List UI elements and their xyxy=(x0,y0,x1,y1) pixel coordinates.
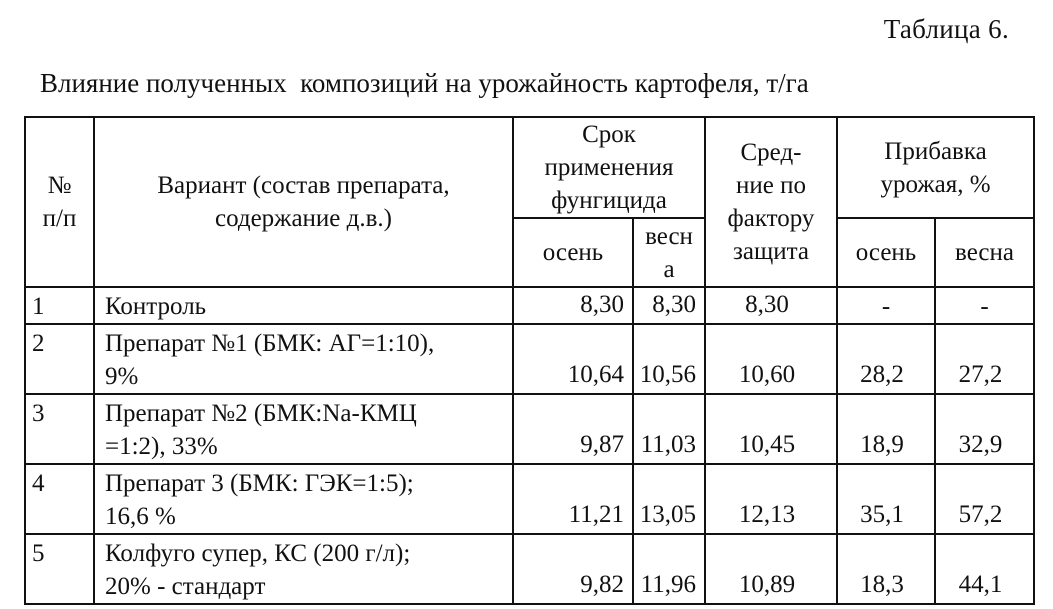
row-spring: 8,30 xyxy=(633,287,705,324)
header-avg: Сред- ние по фактору защита xyxy=(705,117,837,287)
row-variant: Колфуго супер, КС (200 г/л); 20% - стандарт xyxy=(94,534,513,604)
row-gain-autumn: - xyxy=(837,287,935,324)
row-avg: 10,60 xyxy=(705,324,837,394)
header-variant: Вариант (состав препарата, содержание д.в.) xyxy=(94,117,513,287)
header-gain-spring: весна xyxy=(935,218,1034,287)
row-gain-autumn: 28,2 xyxy=(837,324,935,394)
row-spring: 11,96 xyxy=(633,534,705,604)
yield-table xyxy=(24,116,1035,605)
header-gain-autumn: осень xyxy=(837,218,935,287)
row-spring: 13,05 xyxy=(633,464,705,534)
row-gain-spring: 44,1 xyxy=(935,534,1034,604)
header-term-spring: весн а xyxy=(633,218,705,287)
row-gain-spring: 32,9 xyxy=(935,394,1034,464)
row-number: 1 xyxy=(25,287,94,324)
row-number: 3 xyxy=(25,394,94,464)
row-autumn: 9,87 xyxy=(513,394,633,464)
table-label: Таблица 6. xyxy=(883,14,1009,44)
row-autumn: 9,82 xyxy=(513,534,633,604)
row-avg: 8,30 xyxy=(705,287,837,324)
table-row xyxy=(25,324,1034,394)
row-gain-spring: 57,2 xyxy=(935,464,1034,534)
row-spring: 11,03 xyxy=(633,394,705,464)
header-term: Срок применения фунгицида xyxy=(513,117,705,218)
row-number: 5 xyxy=(25,534,94,604)
row-avg: 10,45 xyxy=(705,394,837,464)
header-row xyxy=(25,117,1034,218)
row-variant: Препарат №2 (БМК:Na-КМЦ =1:2), 33% xyxy=(94,394,513,464)
row-gain-autumn: 18,9 xyxy=(837,394,935,464)
row-avg: 10,89 xyxy=(705,534,837,604)
row-gain-spring: 27,2 xyxy=(935,324,1034,394)
row-autumn: 10,64 xyxy=(513,324,633,394)
table-row xyxy=(25,394,1034,464)
table-row xyxy=(25,287,1034,324)
row-spring: 10,56 xyxy=(633,324,705,394)
table-row xyxy=(25,464,1034,534)
row-number: 4 xyxy=(25,464,94,534)
row-gain-autumn: 18,3 xyxy=(837,534,935,604)
table-caption: Влияние полученных композиций на урожайность картофеля, т/га xyxy=(40,68,809,98)
row-gain-spring: - xyxy=(935,287,1034,324)
header-num: № п/п xyxy=(25,117,94,287)
row-avg: 12,13 xyxy=(705,464,837,534)
row-variant: Препарат 3 (БМК: ГЭК=1:5); 16,6 % xyxy=(94,464,513,534)
table-row xyxy=(25,534,1034,604)
row-autumn: 11,21 xyxy=(513,464,633,534)
row-gain-autumn: 35,1 xyxy=(837,464,935,534)
header-gain: Прибавка урожая, % xyxy=(837,117,1034,218)
row-variant: Контроль xyxy=(94,287,513,324)
row-number: 2 xyxy=(25,324,94,394)
row-variant: Препарат №1 (БМК: АГ=1:10), 9% xyxy=(94,324,513,394)
header-term-autumn: осень xyxy=(513,218,633,287)
row-autumn: 8,30 xyxy=(513,287,633,324)
